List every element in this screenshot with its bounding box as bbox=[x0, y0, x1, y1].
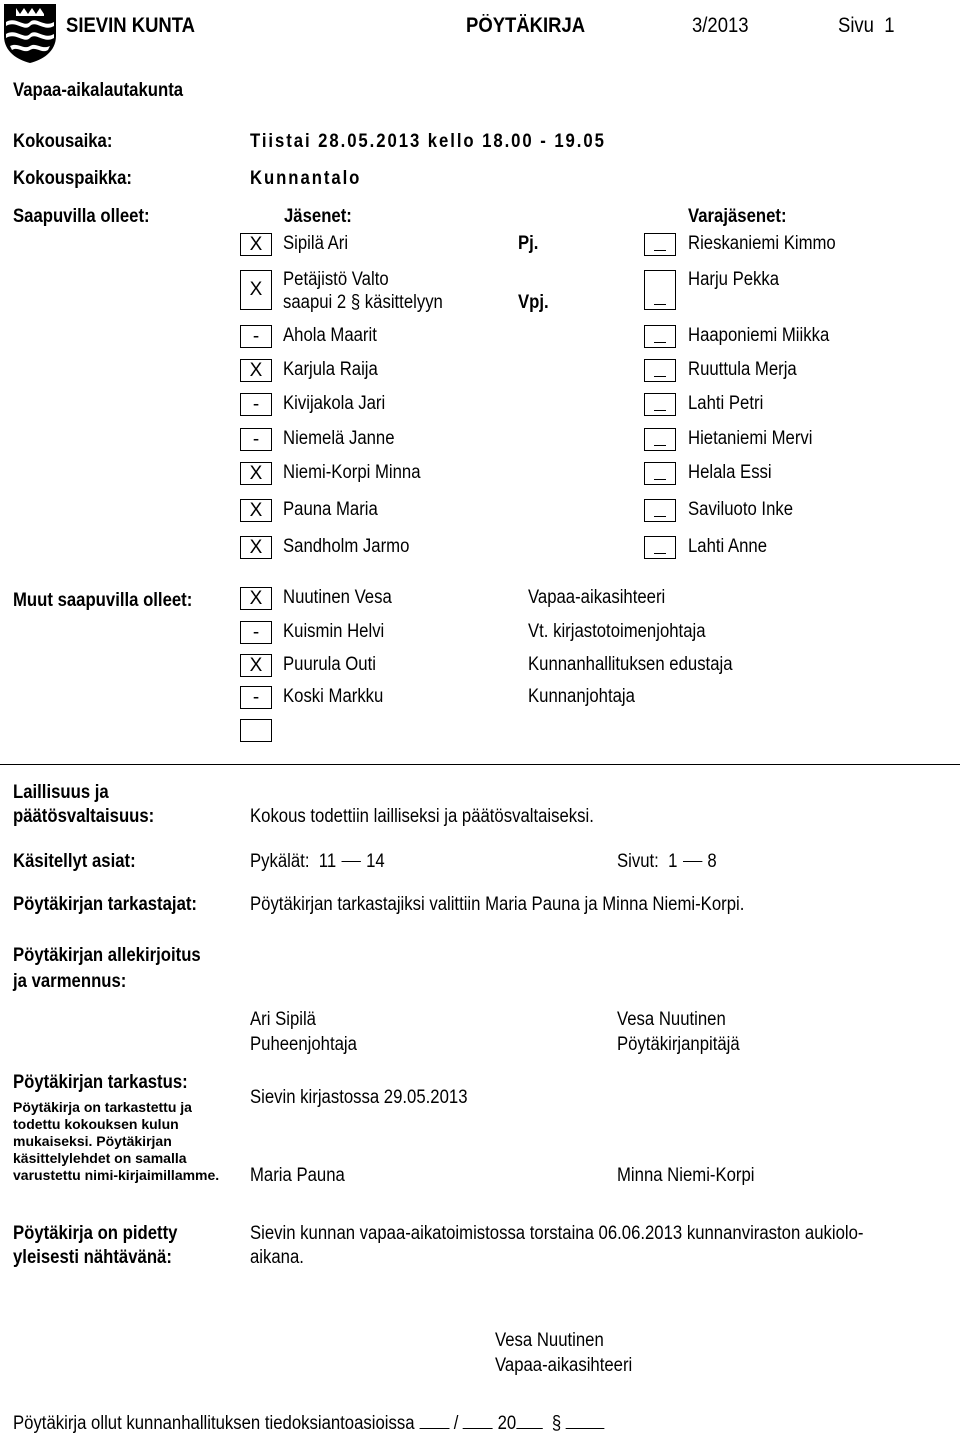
signer-title: Vapaa-aikasihteeri bbox=[495, 1355, 633, 1376]
attendance-mark: X bbox=[240, 536, 272, 559]
attendance-mark: X bbox=[240, 587, 272, 610]
member-name: Sipilä Ari bbox=[283, 233, 349, 254]
member-name: Pauna Maria bbox=[283, 499, 378, 520]
attendance-mark: X bbox=[240, 499, 272, 522]
attendance-mark: X bbox=[240, 270, 272, 310]
reviewer-1: Maria Pauna bbox=[250, 1165, 345, 1186]
public-value: Sievin kunnan vapaa-aikatoimistossa torstaina 06.06.2013 kunnanviraston aukiolo- bbox=[250, 1223, 864, 1244]
review-place-date: Sievin kirjastossa 29.05.2013 bbox=[250, 1087, 468, 1108]
deputy-empty-box bbox=[644, 233, 676, 256]
signer-name: Vesa Nuutinen bbox=[495, 1330, 604, 1351]
checkers-value: Pöytäkirjan tarkastajiksi valittiin Maria Pauna ja Minna Niemi-Korpi. bbox=[250, 894, 745, 915]
other-name: Puurula Outi bbox=[283, 654, 376, 675]
member-name: Kivijakola Jari bbox=[283, 393, 386, 414]
attendance-mark: - bbox=[240, 621, 272, 644]
member-role: Pj. bbox=[518, 233, 539, 254]
sections-range: Pykälät: 11 14 bbox=[250, 851, 385, 872]
deputy-name: Hietaniemi Mervi bbox=[688, 428, 813, 449]
member-name: Niemelä Janne bbox=[283, 428, 395, 449]
footer-blank-day bbox=[419, 1410, 449, 1429]
footer-blank-month bbox=[463, 1410, 493, 1429]
attendance-empty-box bbox=[240, 719, 272, 742]
member-name: Karjula Raija bbox=[283, 359, 378, 380]
other-title: Vapaa-aikasihteeri bbox=[528, 587, 666, 608]
review-note: Pöytäkirja on tarkastettu ja todettu kokouksen kulun mukaiseksi. Pöytäkirjan käsittelylehdet on samalla varustettu nimi-kirjaimillamme. bbox=[13, 1099, 220, 1183]
other-name: Kuismin Helvi bbox=[283, 621, 385, 642]
deputy-empty-box bbox=[644, 393, 676, 416]
org-name: SIEVIN KUNTA bbox=[66, 14, 196, 37]
deputies-header: Varajäsenet: bbox=[688, 206, 787, 227]
meeting-place-value: Kunnantalo bbox=[250, 168, 362, 189]
attendance-mark: - bbox=[240, 393, 272, 416]
member-name: Niemi-Korpi Minna bbox=[283, 462, 421, 483]
public-label: Pöytäkirja on pidetty bbox=[13, 1223, 178, 1244]
legality-label: Laillisuus ja bbox=[13, 782, 109, 803]
deputy-name: Lahti Anne bbox=[688, 536, 768, 557]
deputy-empty-box bbox=[644, 499, 676, 522]
deputy-name: Lahti Petri bbox=[688, 393, 764, 414]
section-divider bbox=[0, 764, 960, 765]
deputy-name: Saviluoto Inke bbox=[688, 499, 794, 520]
pages-range: Sivut: 1 8 bbox=[617, 851, 717, 872]
doc-type: PÖYTÄKIRJA bbox=[466, 14, 586, 37]
public-label-2: yleisesti nähtävänä: bbox=[13, 1247, 172, 1268]
doc-number: 3/2013 bbox=[692, 14, 749, 37]
attendance-mark: - bbox=[240, 428, 272, 451]
deputy-name: Harju Pekka bbox=[688, 269, 780, 290]
deputy-empty-box bbox=[644, 428, 676, 451]
other-title: Vt. kirjastotoimenjohtaja bbox=[528, 621, 706, 642]
deputy-name: Rieskaniemi Kimmo bbox=[688, 233, 836, 254]
footer-blank-year bbox=[516, 1410, 542, 1429]
page-indicator: Sivu 1 bbox=[838, 14, 895, 37]
chair-name: Ari Sipilä bbox=[250, 1009, 316, 1030]
attendance-mark: - bbox=[240, 686, 272, 709]
deputy-name: Ruuttula Merja bbox=[688, 359, 797, 380]
member-name: Ahola Maarit bbox=[283, 325, 377, 346]
member-note: saapui 2 § käsittelyyn bbox=[283, 292, 443, 313]
other-name: Koski Markku bbox=[283, 686, 384, 707]
member-name: Sandholm Jarmo bbox=[283, 536, 410, 557]
meeting-place-label: Kokouspaikka: bbox=[13, 168, 132, 189]
chair-title: Puheenjohtaja bbox=[250, 1034, 357, 1055]
attendance-mark: X bbox=[240, 654, 272, 677]
legality-label-2: päätösvaltaisuus: bbox=[13, 806, 155, 827]
items-label: Käsitellyt asiat: bbox=[13, 851, 136, 872]
others-label: Muut saapuvilla olleet: bbox=[13, 590, 193, 611]
secretary-name: Vesa Nuutinen bbox=[617, 1009, 726, 1030]
deputy-empty-box bbox=[644, 270, 676, 310]
other-title: Kunnanjohtaja bbox=[528, 686, 635, 707]
review-label: Pöytäkirjan tarkastus: bbox=[13, 1072, 188, 1093]
other-title: Kunnanhallituksen edustaja bbox=[528, 654, 733, 675]
attendees-label: Saapuvilla olleet: bbox=[13, 206, 150, 227]
checkers-label: Pöytäkirjan tarkastajat: bbox=[13, 894, 198, 915]
members-header: Jäsenet: bbox=[284, 206, 352, 227]
deputy-name: Haaponiemi Miikka bbox=[688, 325, 830, 346]
deputy-empty-box bbox=[644, 462, 676, 485]
public-value-2: aikana. bbox=[250, 1247, 304, 1268]
secretary-title: Pöytäkirjanpitäjä bbox=[617, 1034, 740, 1055]
footer-blank-section bbox=[566, 1410, 605, 1429]
other-name: Nuutinen Vesa bbox=[283, 587, 392, 608]
member-name: Petäjistö Valto bbox=[283, 269, 389, 290]
member-role: Vpj. bbox=[518, 292, 549, 313]
deputy-empty-box bbox=[644, 536, 676, 559]
signing-label-2: ja varmennus: bbox=[13, 971, 127, 992]
attendance-mark: - bbox=[240, 325, 272, 348]
meeting-time-label: Kokousaika: bbox=[13, 131, 113, 152]
signing-label: Pöytäkirjan allekirjoitus bbox=[13, 945, 201, 966]
attendance-mark: X bbox=[240, 462, 272, 485]
legality-value: Kokous todettiin lailliseksi ja päätösvaltaiseksi. bbox=[250, 806, 594, 827]
deputy-empty-box bbox=[644, 359, 676, 382]
meeting-time-value: Tiistai 28.05.2013 kello 18.00 - 19.05 bbox=[250, 131, 606, 152]
deputy-name: Helala Essi bbox=[688, 462, 772, 483]
footer-line: Pöytäkirja ollut kunnanhallituksen tiedoksiantoasioissa / 20 § bbox=[13, 1410, 685, 1435]
committee-name: Vapaa-aikalautakunta bbox=[13, 80, 184, 101]
deputy-empty-box bbox=[644, 325, 676, 348]
coat-of-arms-icon bbox=[2, 2, 58, 64]
attendance-mark: X bbox=[240, 359, 272, 382]
reviewer-2: Minna Niemi-Korpi bbox=[617, 1165, 755, 1186]
attendance-mark: X bbox=[240, 233, 272, 256]
